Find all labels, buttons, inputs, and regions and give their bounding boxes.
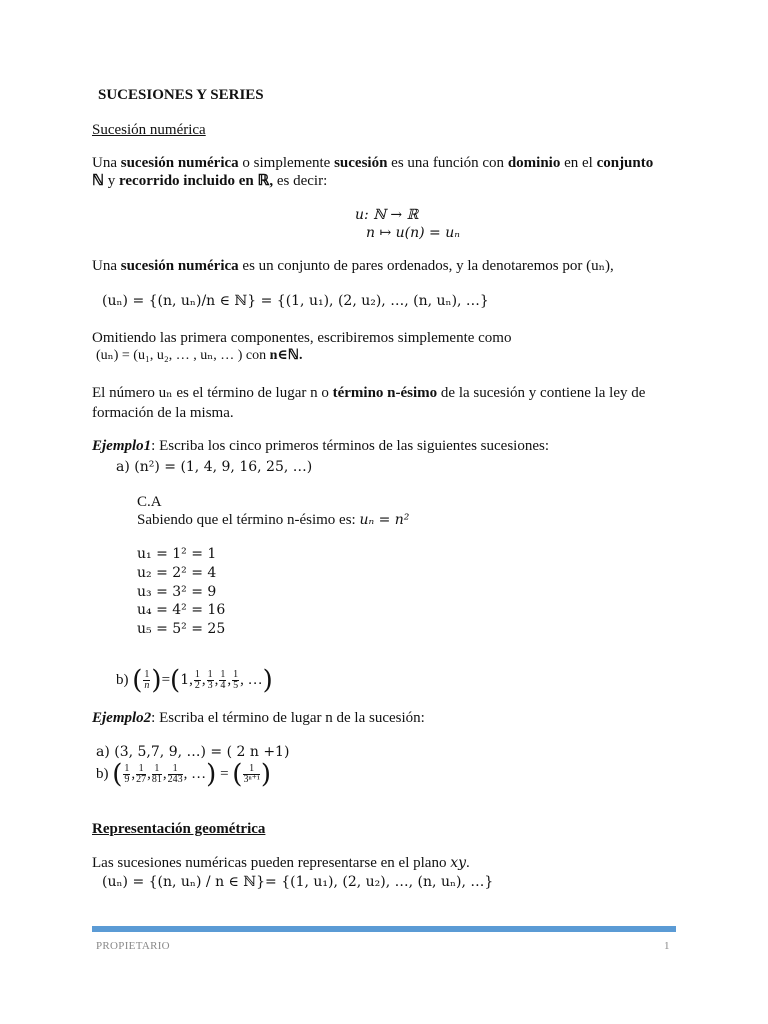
- paragraph-term-line2: formación de la misma.: [92, 405, 234, 421]
- example1-heading: Ejemplo1: Escriba los cinco primeros términos de las siguientes sucesiones:: [92, 438, 550, 454]
- example1-b: b) ( $\frac{1}{n}$ )=(1, $\frac{1}{2}$ , $\frac{1}{3}$ , $\frac{1}{4}$ , $\frac{1}{5}$ , …): [116, 665, 273, 696]
- page-title: SUCESIONES Y SERIES: [98, 87, 264, 103]
- example1-a: a) (n²) = (1, 4, 9, 16, 25, …): [116, 459, 313, 475]
- example2-heading: Ejemplo2: Escriba el término de lugar n de la sucesión:: [92, 710, 425, 726]
- calculation-label: C.A: [137, 494, 162, 510]
- heading-representacion: Representación geométrica: [92, 821, 266, 837]
- paragraph-omitting-eq: (uₙ) = (u₁, u₂, … , uₙ, … ) con n∈ℕ.: [96, 348, 303, 363]
- set-equation: (uₙ) = {(n, uₙ)/n ∈ ℕ} = {(1, u₁), (2, u₂), …, (n, uₙ), …}: [102, 293, 489, 309]
- example2-b: b) ( $\frac{1}{9}$ , $\frac{1}{27}$ , $\frac{1}{81}$ , $\frac{1}{243}$ , …) = ( $\frac{1}{\text{3ⁿ⁺¹}}$ ): [96, 759, 272, 790]
- fraction: $\frac{1}{n}$: [144, 669, 150, 692]
- paragraph-pairs: Una sucesión numérica es un conjunto de pares ordenados, y la denotaremos por (uₙ),: [92, 258, 614, 274]
- map-equation-line1: u: ℕ → ℝ: [355, 207, 419, 223]
- heading-sucesion-numerica: Sucesión numérica: [92, 122, 206, 138]
- paragraph-plane: Las sucesiones numéricas pueden representarse en el plano xy.: [92, 855, 470, 871]
- term-4: u₄ = 4² = 16: [137, 602, 226, 618]
- map-equation-line2: n ↦ u(n) = uₙ: [366, 225, 460, 241]
- paragraph-omitting: Omitiendo las primera componentes, escribiremos simplemente como: [92, 330, 512, 346]
- term-2: u₂ = 2² = 4: [137, 565, 217, 581]
- term-3: u₃ = 3² = 9: [137, 584, 217, 600]
- footer-rule: [92, 926, 676, 932]
- paragraph-definition-line1: Una sucesión numérica o simplemente sucesión es una función con dominio en el conjunto: [92, 155, 654, 171]
- footer-author: PROPIETARIO: [96, 940, 170, 952]
- paragraph-term-line1: El número uₙ es el término de lugar n o término n-ésimo de la sucesión y contiene la ley de: [92, 385, 646, 401]
- paragraph-definition-line2: ℕ y recorrido incluido en ℝ, es decir:: [92, 173, 328, 189]
- example2-a: a) (3, 5,7, 9, …) = ( 2 n +1): [96, 744, 290, 760]
- calculation-intro: Sabiendo que el término n-ésimo es: uₙ = n²: [137, 512, 410, 528]
- set-equation-2: (uₙ) = {(n, uₙ) / n ∈ ℕ}= {(1, u₁), (2, u₂), …, (n, uₙ), …}: [102, 874, 494, 890]
- term-1: u₁ = 1² = 1: [137, 546, 217, 562]
- term-5: u₅ = 5² = 25: [137, 621, 226, 637]
- page-number: 1: [664, 940, 670, 952]
